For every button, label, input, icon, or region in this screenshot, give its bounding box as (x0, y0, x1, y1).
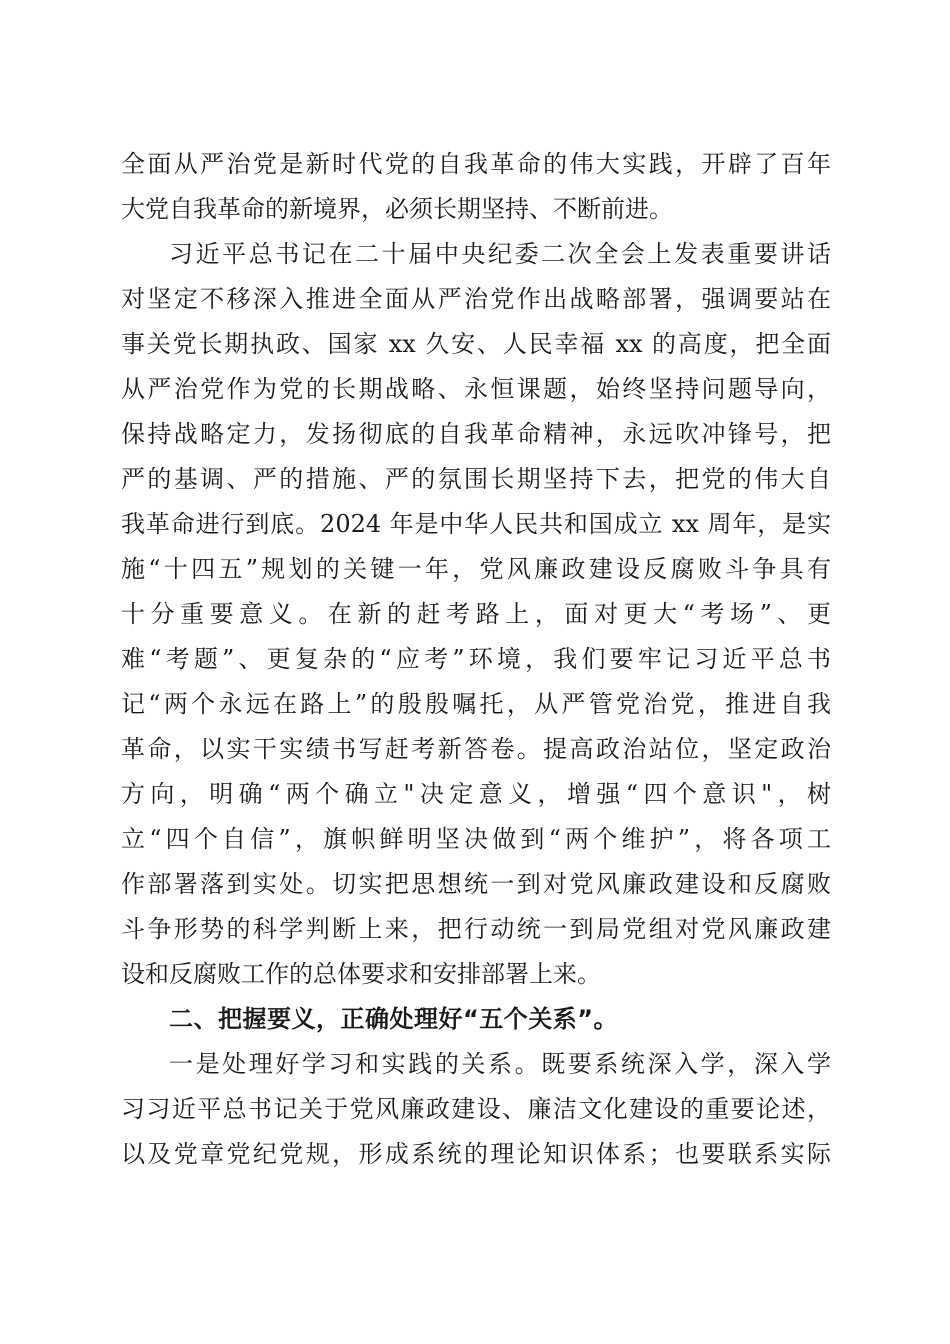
body-text-line: 斗争形势的科学判断上来，把行动统一到局党组对党风廉政建 (121, 915, 831, 943)
body-text-line: 习近平总书记在二十届中央纪委二次全会上发表重要讲话 (169, 240, 831, 268)
body-text-line: 从严治党作为党的长期战略、永恒课题，始终坚持问题导向， (121, 375, 831, 403)
body-text-line: 对坚定不移深入推进全面从严治党作出战略部署，强调要站在 (121, 285, 831, 313)
section-heading: 二、把握要义，正确处理好“五个关系”。 (169, 1005, 619, 1033)
body-text-line: 严的基调、严的措施、严的氛围长期坚持下去，把党的伟大自 (121, 465, 831, 493)
body-text-line: 一是处理好学习和实践的关系。既要系统深入学，深入学 (169, 1050, 831, 1078)
body-text-line: 作部署落到实处。切实把思想统一到对党风廉政建设和反腐败 (121, 870, 831, 898)
body-text-line: 施“十四五”规划的关键一年，党风廉政建设反腐败斗争具有 (121, 555, 831, 583)
body-text-line: 习习近平总书记关于党风廉政建设、廉洁文化建设的重要论述， (121, 1095, 831, 1123)
body-text-line: 设和反腐败工作的总体要求和安排部署上来。 (121, 960, 601, 988)
body-text-line: 大党自我革命的新境界，必须长期坚持、不断前进。 (121, 195, 673, 223)
body-text-line: 保持战略定力，发扬彻底的自我革命精神，永远吹冲锋号，把 (121, 420, 831, 448)
body-text-line: 全面从严治党是新时代党的自我革命的伟大实践，开辟了百年 (121, 150, 831, 178)
body-text-line: 难“考题”、更复杂的“应考”环境，我们要牢记习近平总书 (121, 645, 831, 673)
body-text-line: 记“两个永远在路上”的殷殷嘱托，从严管党治党，推进自我 (121, 690, 831, 718)
body-text-line: 我革命进行到底。2024 年是中华人民共和国成立 xx 周年，是实 (121, 510, 831, 538)
body-text-line: 立“四个自信”，旗帜鲜明坚决做到“两个维护”，将各项工 (121, 825, 831, 853)
body-text-line: 事关党长期执政、国家 xx 久安、人民幸福 xx 的高度，把全面 (121, 330, 831, 358)
body-text-line: 十分重要意义。在新的赶考路上，面对更大“考场”、更 (121, 600, 831, 628)
body-text-line: 方向，明确“两个确立"决定意义，增强“四个意识"，树 (121, 780, 831, 808)
body-text-line: 以及党章党纪党规，形成系统的理论知识体系；也要联系实际 (121, 1140, 831, 1168)
body-text-line: 革命，以实干实绩书写赶考新答卷。提高政治站位，坚定政治 (121, 735, 831, 763)
